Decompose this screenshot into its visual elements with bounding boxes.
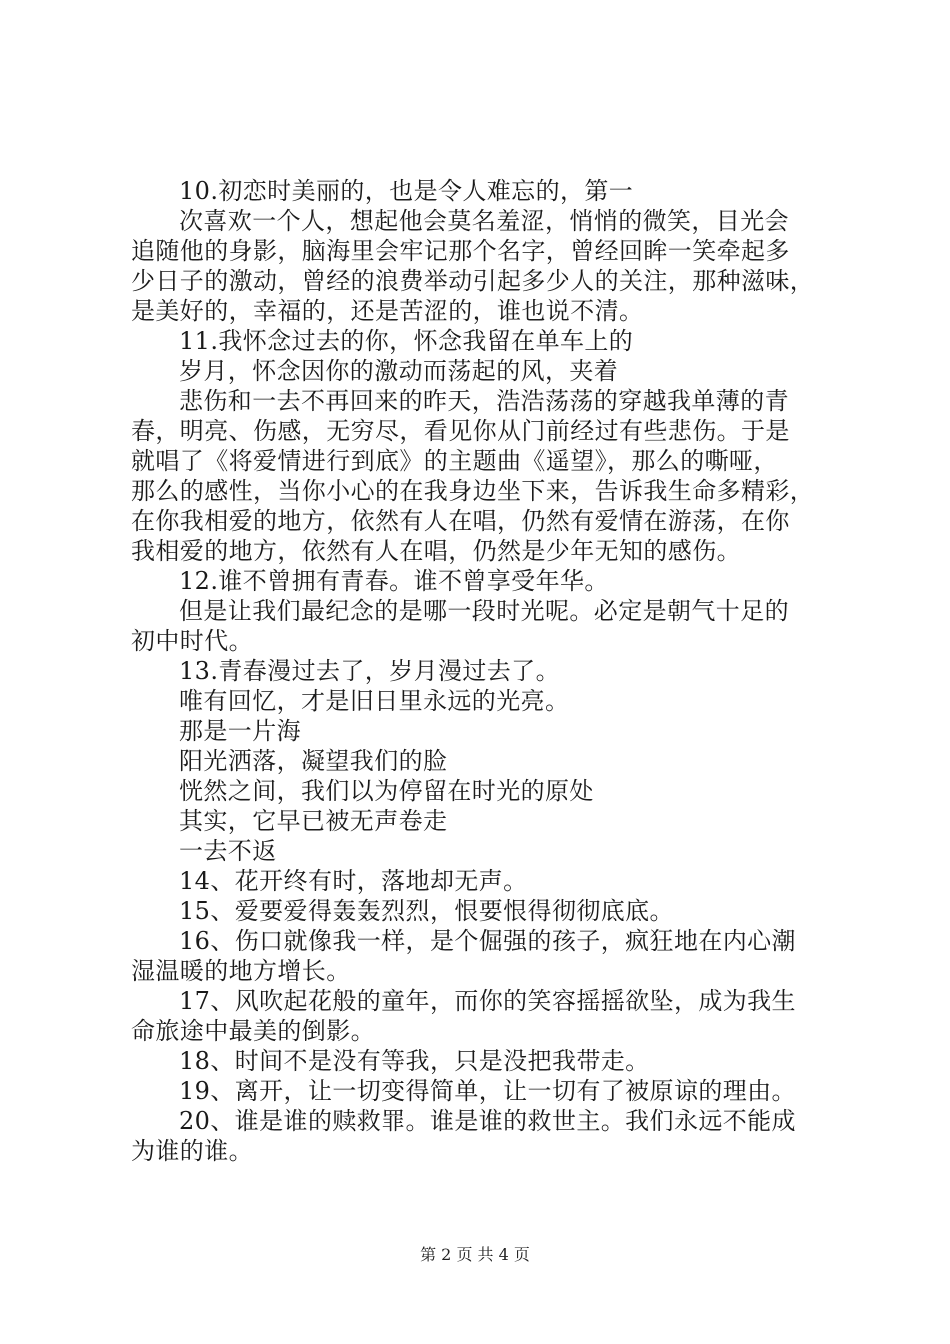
text-line: 19、离开，让一切变得简单，让一切有了被原谅的理由。: [179, 1077, 796, 1105]
text-line: 10.初恋时美丽的，也是令人难忘的，第一: [179, 177, 634, 205]
text-line: 少日子的激动，曾经的浪费举动引起多少人的关注，那种滋味，: [131, 267, 815, 295]
text-line: 湿温暖的地方增长。: [131, 957, 351, 985]
text-line: 岁月，怀念因你的激动而荡起的风，夹着: [179, 357, 619, 385]
text-line: 就唱了《将爱情进行到底》的主题曲《遥望》，那么的嘶哑，: [131, 447, 778, 475]
text-line: 18、时间不是没有等我，只是没把我带走。: [179, 1047, 650, 1075]
text-line: 其实，它早已被无声卷走: [179, 807, 448, 835]
text-line: 13.青春漫过去了，岁月漫过去了。: [179, 657, 560, 685]
text-line: 初中时代。: [131, 627, 253, 655]
page-footer: 第 2 页 共 4 页: [420, 1245, 530, 1264]
text-line: 那么的感性，当你小心的在我身边坐下来，告诉我生命多精彩，: [131, 477, 815, 505]
text-line: 是美好的，幸福的，还是苦涩的，谁也说不清。: [131, 297, 644, 325]
text-line: 悲伤和一去不再回来的昨天，浩浩荡荡的穿越我单薄的青: [179, 387, 789, 415]
text-line: 那是一片海: [179, 717, 301, 745]
text-line: 17、风吹起花般的童年，而你的笑容摇摇欲坠，成为我生: [179, 987, 796, 1015]
text-line: 阳光洒落，凝望我们的脸: [179, 747, 448, 775]
text-line: 11.我怀念过去的你，怀念我留在单车上的: [179, 327, 634, 355]
text-line: 一去不返: [179, 837, 277, 865]
text-line: 16、伤口就像我一样，是个倔强的孩子，疯狂地在内心潮: [179, 927, 796, 955]
text-line: 春，明亮、伤感，无穷尽，看见你从门前经过有些悲伤。于是: [131, 417, 790, 445]
text-line: 14、花开终有时，落地却无声。: [179, 867, 528, 895]
text-line: 命旅途中最美的倒影。: [131, 1017, 375, 1045]
text-line: 唯有回忆，才是旧日里永远的光亮。: [179, 687, 570, 715]
text-line: 恍然之间，我们以为停留在时光的原处: [179, 777, 594, 805]
document-body: [131, 176, 831, 1166]
text-line: 为谁的谁。: [131, 1137, 253, 1165]
text-line: 15、爱要爱得轰轰烈烈，恨要恨得彻彻底底。: [179, 897, 674, 925]
text-line: 在你我相爱的地方，依然有人在唱，仍然有爱情在游荡，在你: [131, 507, 790, 535]
text-line: 但是让我们最纪念的是哪一段时光呢。必定是朝气十足的: [179, 597, 789, 625]
text-line: 我相爱的地方，依然有人在唱，仍然是少年无知的感伤。: [131, 537, 741, 565]
text-line: 20、谁是谁的赎救罪。谁是谁的救世主。我们永远不能成: [179, 1107, 796, 1135]
text-line: 次喜欢一个人，想起他会莫名羞涩，悄悄的微笑，目光会: [179, 207, 789, 235]
text-line: 追随他的身影，脑海里会牢记那个名字，曾经回眸一笑牵起多: [131, 237, 790, 265]
text-line: 12.谁不曾拥有青春。谁不曾享受年华。: [179, 567, 609, 595]
